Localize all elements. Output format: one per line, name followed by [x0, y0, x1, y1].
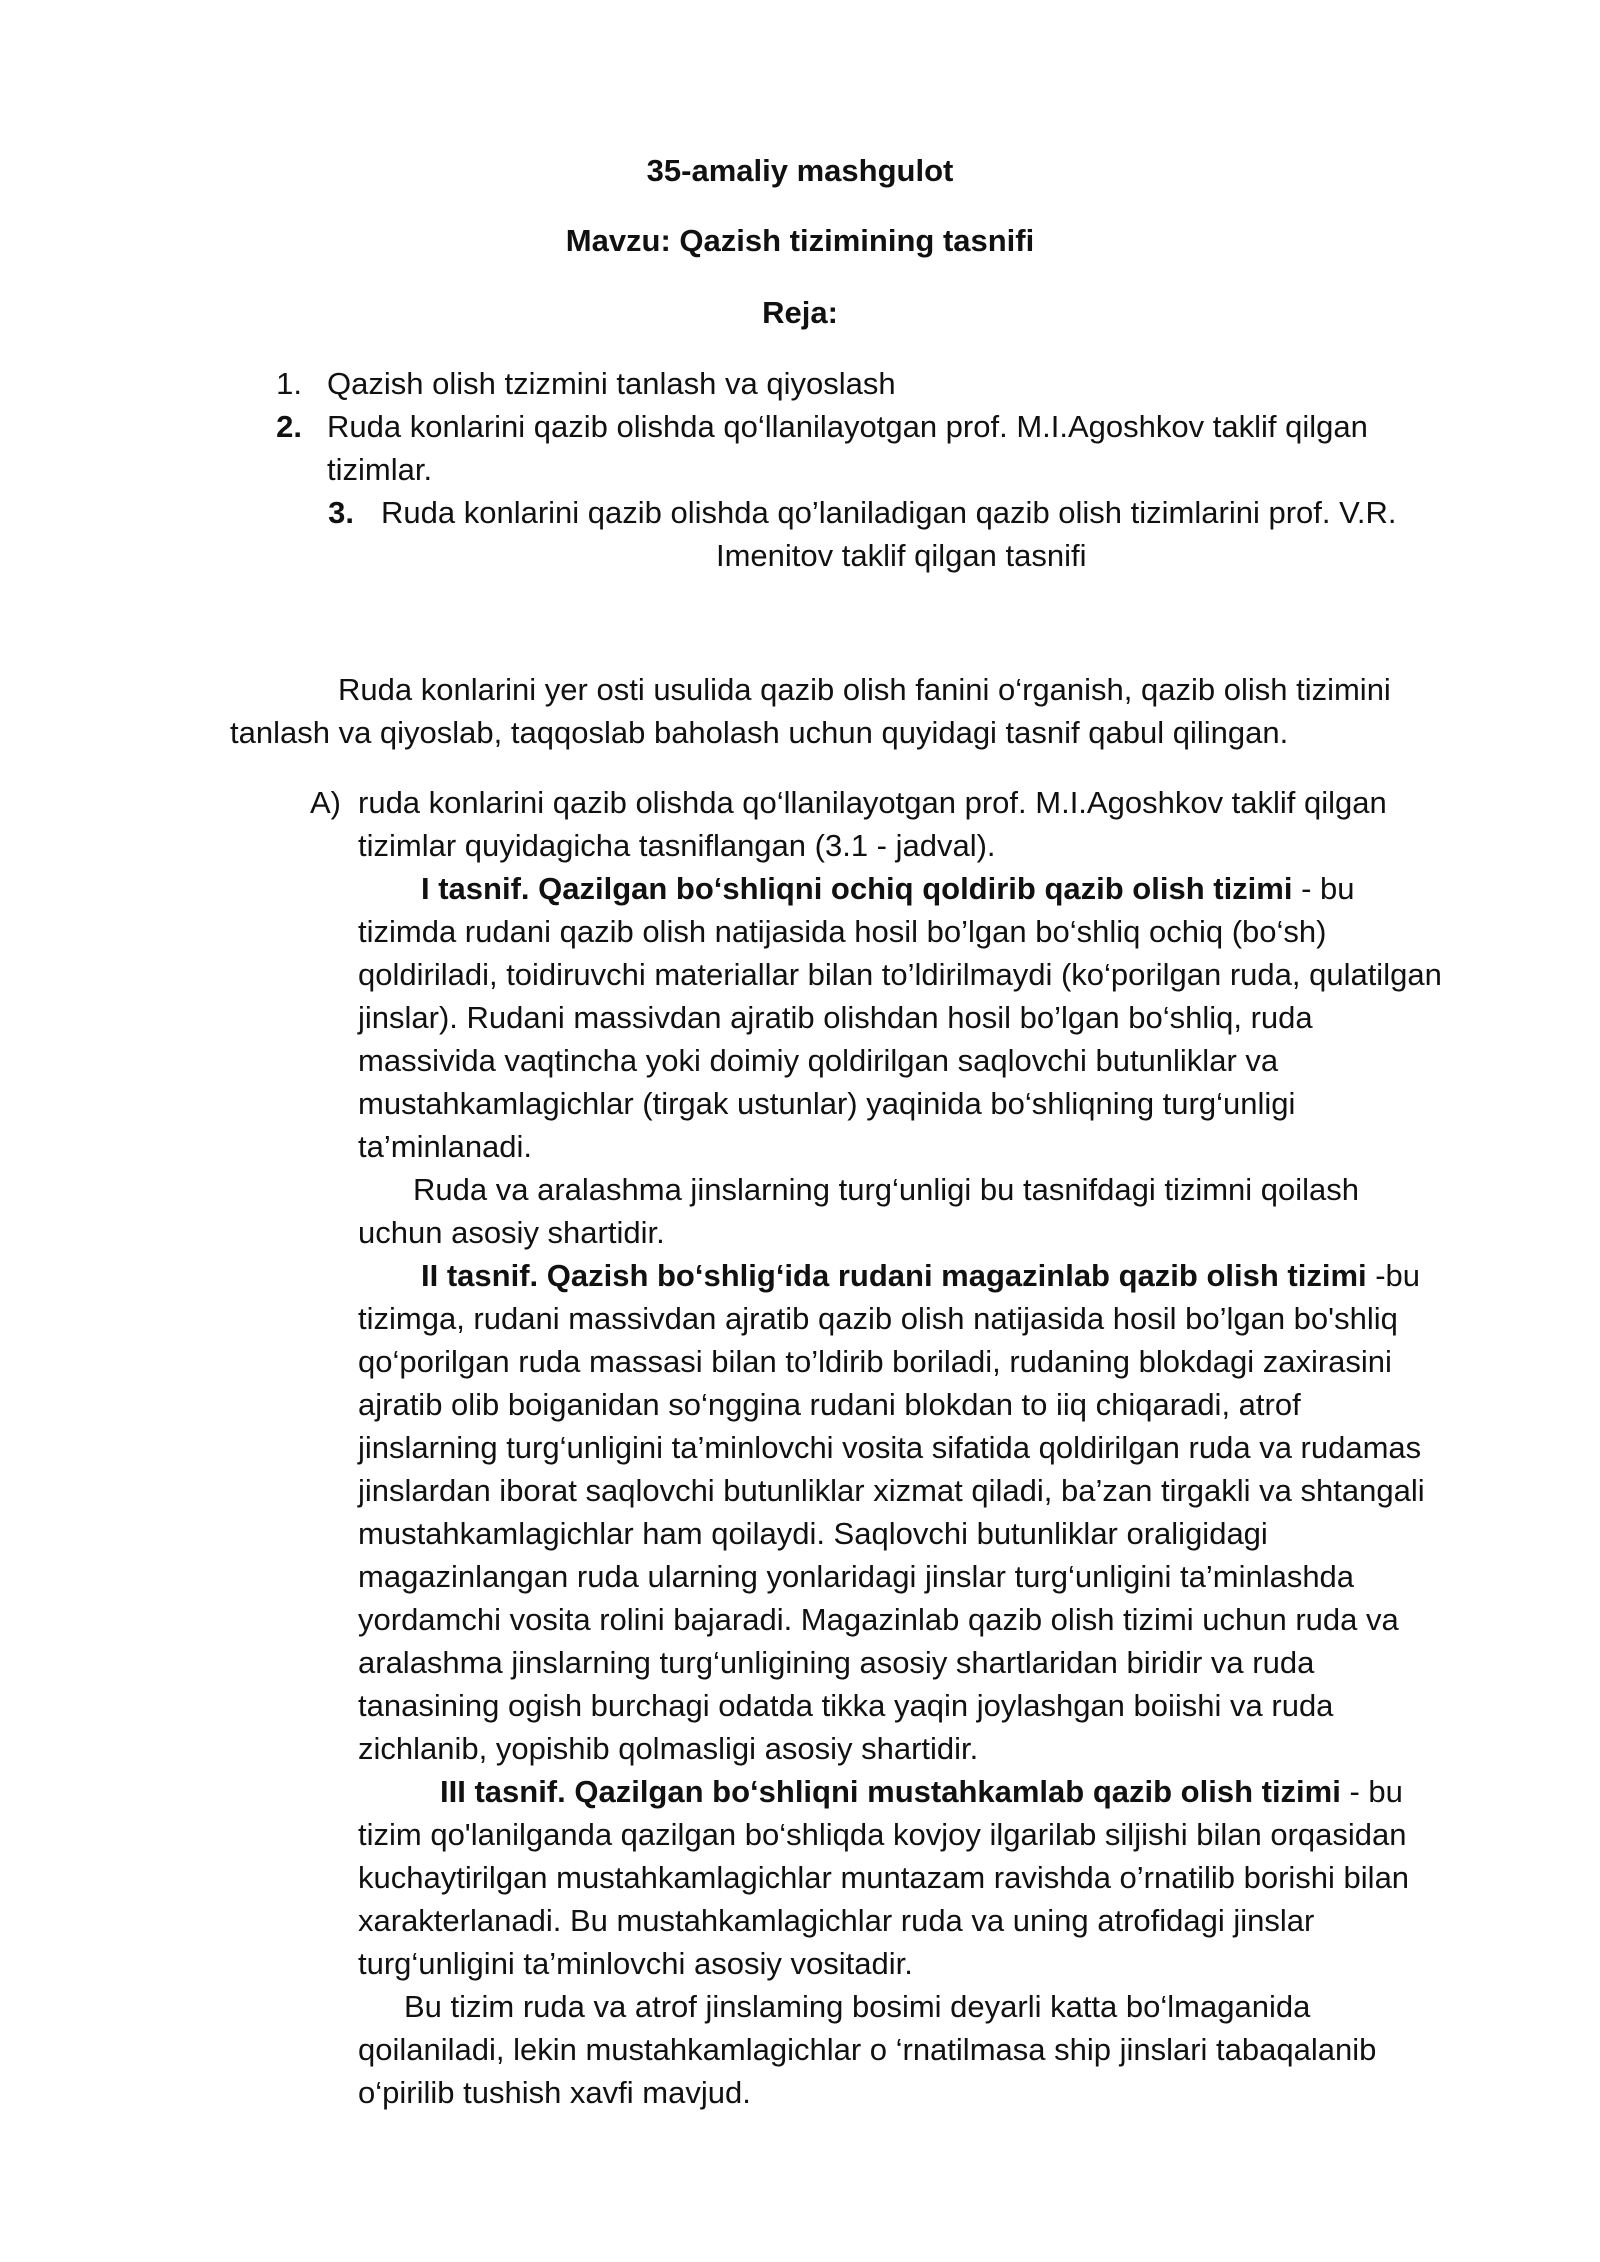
class-2-heading-line — [421, 1254, 1420, 1297]
class-1-line-5: mustahkamlagichlar (tirgak ustunlar) yaqinida bo‘shliqning turg‘unligi — [358, 1086, 1296, 1121]
class-2-line-7: magazinlangan ruda ularning yonlaridagi jinslar turg‘unligini ta’minlashda — [358, 1559, 1355, 1594]
class-1-heading-line — [421, 867, 1355, 910]
intro-line-1: Ruda konlarini yer osti usulida qazib olish fanini o‘rganish, qazib olish tizimini — [338, 672, 1391, 707]
class-2-line-3: ajratib olib boiganidan so‘nggina rudani blokdan to iiq chiqaradi, atrof — [358, 1387, 1301, 1422]
class-3-line-1: tizim qo'lanilganda qazilgan bo‘shliqda kovjoy ilgarilab siljishi bilan orqasidan — [358, 1817, 1407, 1852]
plan-heading: Reja: — [762, 295, 838, 330]
class-3-line-4: turg‘unligini ta’minlovchi asosiy vositadir. — [358, 1946, 913, 1981]
class-1-heading-tail: - bu — [1292, 871, 1355, 906]
class-2-line-2: qo‘porilgan ruda massasi bilan to’ldirib boriladi, rudaning blokdagi zaxirasini — [358, 1344, 1392, 1379]
class-2-line-8: yordamchi vosita rolini bajaradi. Magazinlab qazib olish tizimi uchun ruda va — [358, 1602, 1399, 1637]
class-3-para2-line-3: o‘pirilib tushish xavfi mavjud. — [358, 2075, 751, 2110]
plan-item-3-text-line2: Imenitov taklif qilgan tasnifi — [716, 538, 1087, 573]
page-title: 35-amaliy mashgulot — [646, 153, 954, 188]
class-3-heading-line — [440, 1770, 1403, 1813]
class-3-line-3: xarakterlanadi. Bu mustahkamlagichlar ruda va uning atrofidagi jinslar — [358, 1903, 1315, 1938]
plan-item-2-text-line2: tizimlar. — [327, 452, 433, 487]
class-2-heading: II tasnif. Qazish bo‘shlig‘ida rudani magazinlab qazib olish tizimi — [421, 1258, 1367, 1293]
class-2-line-4: jinslarning turg‘unligini ta’minlovchi vosita sifatida qoldirilgan ruda va rudamas — [358, 1430, 1422, 1465]
section-a-line-1: ruda konlarini qazib olishda qo‘llanilayotgan prof. M.I.Agoshkov taklif qilgan — [358, 785, 1387, 820]
plan-item-1-text: Qazish olish tzizmini tanlash va qiyoslash — [327, 366, 896, 401]
section-a-marker: A) — [310, 785, 341, 820]
class-1-line-3: jinslar). Rudani massivdan ajratib olishdan hosil bo’lgan bo‘shliq, ruda — [358, 1000, 1313, 1035]
class-3-para2-line-1: Bu tizim ruda va atrof jinslaming bosimi deyarli katta bo‘lmaganida — [404, 1989, 1311, 2024]
plan-item-2-text-line1: Ruda konlarini qazib olishda qo‘llanilayotgan prof. M.I.Agoshkov taklif qilgan — [327, 409, 1368, 444]
class-1-line-6: ta’minlanadi. — [358, 1129, 533, 1164]
plan-item-3-number: 3. — [328, 495, 354, 530]
class-2-line-1: tizimga, rudani massivdan ajratib qazib olish natijasida hosil bo’lgan bo'shliq — [358, 1301, 1398, 1336]
class-3-heading: III tasnif. Qazilgan bo‘shliqni mustahkamlab qazib olish tizimi — [440, 1774, 1341, 1809]
class-3-line-2: kuchaytirilgan mustahkamlagichlar muntazam ravishda o’rnatilib borishi bilan — [358, 1860, 1410, 1895]
class-2-line-5: jinslardan iborat saqlovchi butunliklar xizmat qiladi, ba’zan tirgakli va shtangali — [358, 1473, 1425, 1508]
class-1-line-2: qoldiriladi, toidiruvchi materiallar bilan to’ldirilmaydi (ko‘porilgan ruda, qulatilgan — [358, 957, 1442, 992]
plan-item-3-text-line1: Ruda konlarini qazib olishda qo’laniladigan qazib olish tizimlarini prof. V.R. — [381, 495, 1397, 530]
class-3-para2-line-2: qoilaniladi, lekin mustahkamlagichlar o ‘rnatilmasa ship jinslari tabaqalanib — [358, 2032, 1377, 2067]
class-2-line-10: tanasining ogish burchagi odatda tikka yaqin joylashgan boiishi va ruda — [358, 1688, 1334, 1723]
class-1-para2-line-2: uchun asosiy shartidir. — [358, 1215, 665, 1250]
intro-line-2: tanlash va qiyoslab, taqqoslab baholash uchun quyidagi tasnif qabul qilingan. — [230, 715, 1289, 750]
class-1-line-1: tizimda rudani qazib olish natijasida hosil bo’lgan bo‘shliq ochiq (bo‘sh) — [358, 914, 1327, 949]
topic-heading: Mavzu: Qazish tizimining tasnifi — [565, 223, 1035, 258]
class-1-line-4: massivida vaqtincha yoki doimiy qoldirilgan saqlovchi butunliklar va — [358, 1043, 1279, 1078]
section-a-line-2: tizimlar quyidagicha tasniflangan (3.1 - jadval). — [358, 828, 996, 863]
class-1-heading: I tasnif. Qazilgan bo‘shIiqni ochiq qoldirib qazib olish tizimi — [421, 871, 1293, 906]
class-2-line-11: zichlanib, yopishib qolmasligi asosiy shartidir. — [358, 1731, 979, 1766]
plan-item-1-number: 1. — [276, 366, 302, 401]
class-2-line-9: aralashma jinslarning turg‘unligining asosiy shartlaridan biridir va ruda — [358, 1645, 1315, 1680]
class-2-line-6: mustahkamlagichlar ham qoilaydi. Saqlovchi butunliklar oraligidagi — [358, 1516, 1268, 1551]
plan-item-2-number: 2. — [276, 409, 302, 444]
class-2-heading-tail: -bu — [1366, 1258, 1421, 1293]
class-3-heading-tail: - bu — [1340, 1774, 1403, 1809]
class-1-para2-line-1: Ruda va aralashma jinslarning turg‘unligi bu tasnifdagi tizimni qoilash — [413, 1172, 1360, 1207]
